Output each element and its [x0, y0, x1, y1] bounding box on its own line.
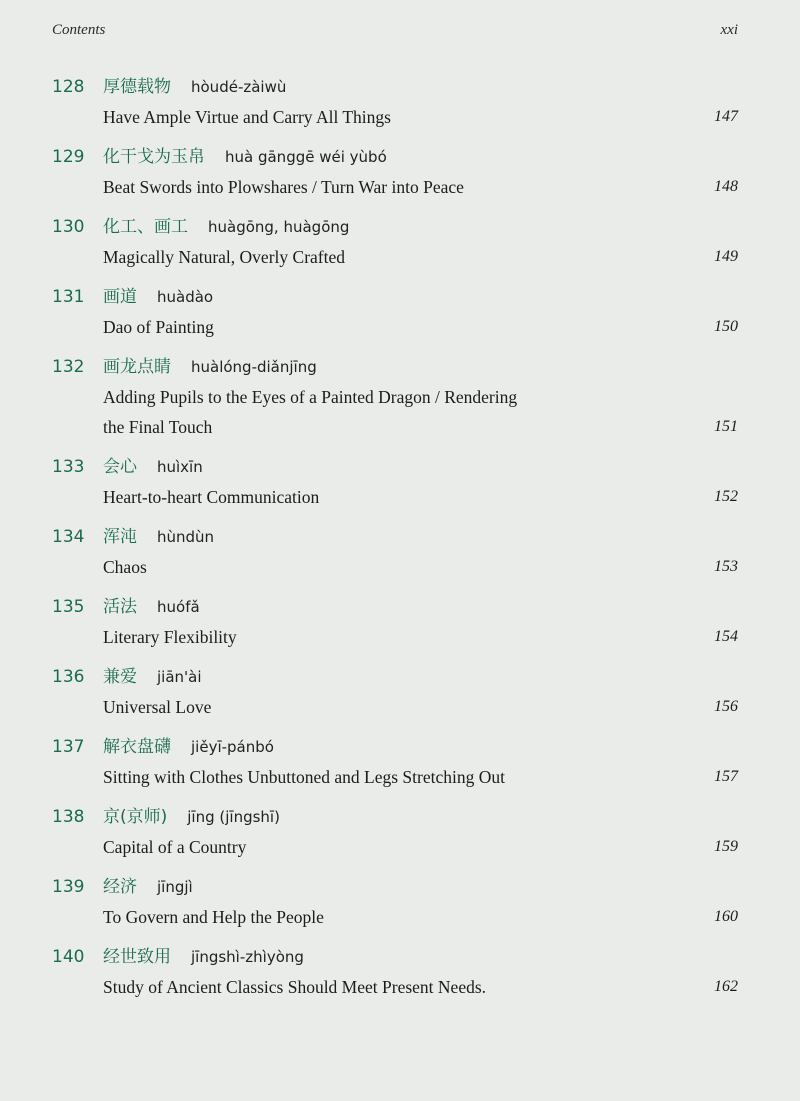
entry-english-title: Adding Pupils to the Eyes of a Painted Dragon / Rendering — [103, 387, 518, 407]
entry-heading — [0, 212, 800, 242]
entry-number: 138 — [52, 807, 85, 827]
contents-entry[interactable] — [0, 352, 800, 452]
entry-english-title: Universal Love — [103, 697, 212, 717]
entry-number: 140 — [52, 947, 85, 967]
contents-entry[interactable] — [0, 942, 800, 1012]
entry-number: 130 — [52, 217, 85, 237]
entry-pinyin: huófǎ — [157, 598, 200, 616]
entry-english-title: Study of Ancient Classics Should Meet Present Needs. — [103, 977, 487, 997]
entry-chinese-term — [103, 72, 286, 102]
entry-english-title: Literary Flexibility — [103, 627, 237, 647]
entry-heading — [0, 732, 800, 762]
entry-chinese-term — [103, 592, 200, 622]
entry-heading — [0, 72, 800, 102]
chinese-term-text: 经世致用 — [103, 947, 171, 967]
entry-english-line — [0, 622, 800, 652]
entry-page-number: 154 — [714, 628, 738, 645]
entry-number: 134 — [52, 527, 85, 547]
chinese-term-text: 京(京师) — [103, 807, 168, 827]
contents-list — [0, 72, 800, 1012]
contents-entry[interactable] — [0, 522, 800, 592]
entry-pinyin: hòudé-zàiwù — [191, 78, 287, 96]
entry-english-line — [0, 382, 800, 412]
entry-pinyin: jiān'ài — [157, 668, 202, 686]
entry-chinese-term — [103, 802, 280, 832]
entry-english-line — [0, 102, 800, 132]
entry-number: 135 — [52, 597, 85, 617]
entry-english-title: Sitting with Clothes Unbuttoned and Legs Stretching Out — [103, 767, 505, 787]
entry-heading — [0, 142, 800, 172]
contents-entry[interactable] — [0, 72, 800, 142]
chinese-term-text: 厚德载物 — [103, 77, 171, 97]
entry-chinese-term — [103, 352, 317, 382]
entry-english-line — [0, 312, 800, 342]
entry-number: 137 — [52, 737, 85, 757]
entry-heading — [0, 872, 800, 902]
entry-page-number: 156 — [714, 698, 738, 715]
chinese-term-text: 解衣盘礴 — [103, 737, 171, 757]
entry-english-title: Capital of a Country — [103, 837, 247, 857]
chinese-term-text: 会心 — [103, 457, 137, 477]
chinese-term-text: 画道 — [103, 287, 137, 307]
entry-english-line — [0, 242, 800, 272]
contents-entry[interactable] — [0, 142, 800, 212]
entry-english-line — [0, 482, 800, 512]
entry-pinyin: huàgōng, huàgōng — [208, 218, 350, 236]
running-header — [52, 22, 738, 39]
entry-english-line — [0, 832, 800, 862]
entry-heading — [0, 802, 800, 832]
entry-english-line — [0, 902, 800, 932]
entry-chinese-term — [103, 282, 213, 312]
chinese-term-text: 兼爱 — [103, 667, 137, 687]
entry-page-number: 152 — [714, 488, 738, 505]
entry-page-number: 147 — [714, 108, 738, 125]
entry-number: 129 — [52, 147, 85, 167]
entry-heading — [0, 522, 800, 552]
entry-pinyin: jīngshì-zhìyòng — [191, 948, 304, 966]
entry-english-title: Chaos — [103, 557, 147, 577]
entry-english-title: Magically Natural, Overly Crafted — [103, 247, 345, 267]
entry-english-line — [0, 692, 800, 722]
contents-entry[interactable] — [0, 802, 800, 872]
entry-page-number: 162 — [714, 978, 738, 995]
entry-english-line — [0, 172, 800, 202]
chinese-term-text: 经济 — [103, 877, 137, 897]
entry-english-title: Heart-to-heart Communication — [103, 487, 320, 507]
entry-pinyin: huìxīn — [157, 458, 203, 476]
contents-entry[interactable] — [0, 732, 800, 802]
entry-pinyin: jiěyī-pánbó — [191, 738, 274, 756]
contents-entry[interactable] — [0, 212, 800, 282]
contents-entry[interactable] — [0, 452, 800, 522]
entry-pinyin: huà gānggē wéi yùbó — [225, 148, 387, 166]
entry-heading — [0, 662, 800, 692]
entry-page-number: 148 — [714, 178, 738, 195]
contents-entry[interactable] — [0, 662, 800, 732]
chinese-term-text: 浑沌 — [103, 527, 137, 547]
entry-heading — [0, 282, 800, 312]
header-title: Contents — [52, 22, 106, 38]
entry-chinese-term — [103, 942, 304, 972]
entry-pinyin: jīng (jīngshī) — [187, 808, 280, 826]
chinese-term-text: 画龙点睛 — [103, 357, 171, 377]
entry-chinese-term — [103, 872, 193, 902]
contents-entry[interactable] — [0, 872, 800, 942]
entry-page-number: 150 — [714, 318, 738, 335]
entry-page-number: 159 — [714, 838, 738, 855]
entry-page-number: 149 — [714, 248, 738, 265]
entry-chinese-term — [103, 142, 387, 172]
entry-page-number: 151 — [714, 418, 738, 435]
entry-pinyin: huàdào — [157, 288, 214, 306]
entry-number: 136 — [52, 667, 85, 687]
header-page-number: xxi — [720, 22, 738, 38]
entry-heading — [0, 942, 800, 972]
entry-chinese-term — [103, 452, 203, 482]
entry-english-line — [0, 552, 800, 582]
chinese-term-text: 化干戈为玉帛 — [103, 147, 205, 167]
entry-chinese-term — [103, 662, 202, 692]
entry-english-line — [0, 762, 800, 792]
entry-english-title: Beat Swords into Plowshares / Turn War into Peace — [103, 177, 464, 197]
entry-page-number: 157 — [714, 768, 738, 785]
entry-number: 132 — [52, 357, 85, 377]
chinese-term-text: 活法 — [103, 597, 137, 617]
entry-chinese-term — [103, 732, 274, 762]
entry-pinyin: hùndùn — [157, 528, 215, 546]
entry-chinese-term — [103, 522, 214, 552]
entry-page-number: 153 — [714, 558, 738, 575]
entry-english-line — [0, 972, 800, 1002]
entry-pinyin: jīngjì — [157, 878, 193, 896]
entry-heading — [0, 592, 800, 622]
entry-english-title: To Govern and Help the People — [103, 907, 324, 927]
entry-pinyin: huàlóng-diǎnjīng — [191, 358, 317, 376]
entry-english-title: Have Ample Virtue and Carry All Things — [103, 107, 391, 127]
contents-entry[interactable] — [0, 592, 800, 662]
entry-heading — [0, 452, 800, 482]
entry-heading — [0, 352, 800, 382]
entry-chinese-term — [103, 212, 349, 242]
entry-number: 133 — [52, 457, 85, 477]
entry-page-number: 160 — [714, 908, 738, 925]
entry-number: 139 — [52, 877, 85, 897]
entry-english-line — [0, 412, 800, 442]
entry-english-title: Dao of Painting — [103, 317, 214, 337]
chinese-term-text: 化工、画工 — [103, 217, 188, 237]
entry-number: 128 — [52, 77, 85, 97]
contents-entry[interactable] — [0, 282, 800, 352]
entry-number: 131 — [52, 287, 85, 307]
entry-english-title: the Final Touch — [103, 417, 213, 437]
